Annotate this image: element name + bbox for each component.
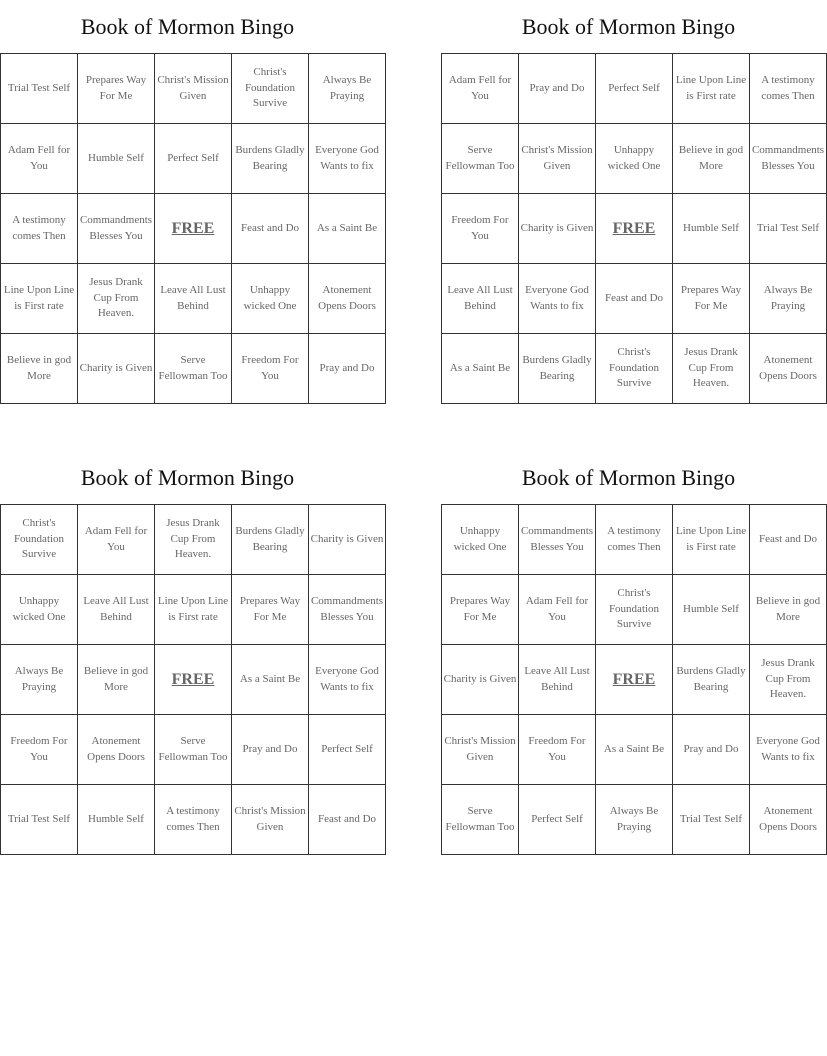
bingo-cell: Pray and Do xyxy=(519,54,596,124)
bingo-cell: Leave All Lust Behind xyxy=(519,645,596,715)
bingo-cell: Freedom For You xyxy=(519,715,596,785)
bingo-cell: Always Be Praying xyxy=(596,785,673,855)
bingo-cell: Leave All Lust Behind xyxy=(442,264,519,334)
bingo-grid xyxy=(0,504,386,855)
bingo-cell: Leave All Lust Behind xyxy=(78,575,155,645)
bingo-cell: Jesus Drank Cup From Heaven. xyxy=(155,505,232,575)
bingo-cell: Line Upon Line is First rate xyxy=(155,575,232,645)
bingo-cell: Prepares Way For Me xyxy=(78,54,155,124)
bingo-cell: Everyone God Wants to fix xyxy=(750,715,827,785)
free-space: FREE xyxy=(155,194,232,264)
bingo-cell: Perfect Self xyxy=(309,715,386,785)
bingo-row xyxy=(1,785,386,855)
bingo-cell: Christ's Mission Given xyxy=(519,124,596,194)
bingo-cell: Jesus Drank Cup From Heaven. xyxy=(673,334,750,404)
bingo-cell: Christ's Mission Given xyxy=(232,785,309,855)
bingo-cell: Prepares Way For Me xyxy=(442,575,519,645)
bingo-cell: Everyone God Wants to fix xyxy=(309,124,386,194)
bingo-cell: Trial Test Self xyxy=(1,54,78,124)
bingo-row xyxy=(442,194,827,264)
card-title: Book of Mormon Bingo xyxy=(521,465,736,490)
bingo-row xyxy=(1,194,386,264)
bingo-cell: Trial Test Self xyxy=(1,785,78,855)
bingo-cell: Feast and Do xyxy=(309,785,386,855)
bingo-cell: Always Be Praying xyxy=(750,264,827,334)
bingo-cell: Freedom For You xyxy=(1,715,78,785)
free-space: FREE xyxy=(596,645,673,715)
bingo-cell: Unhappy wicked One xyxy=(442,505,519,575)
bingo-cell: Always Be Praying xyxy=(1,645,78,715)
bingo-row xyxy=(1,54,386,124)
bingo-cell: A testimony comes Then xyxy=(750,54,827,124)
bingo-cell: Commandments Blesses You xyxy=(519,505,596,575)
bingo-cell: Adam Fell for You xyxy=(442,54,519,124)
bingo-cell: Charity is Given xyxy=(442,645,519,715)
bingo-cell: Trial Test Self xyxy=(750,194,827,264)
bingo-cell: Christ's Foundation Survive xyxy=(1,505,78,575)
bingo-cell: Feast and Do xyxy=(232,194,309,264)
bingo-cell: Adam Fell for You xyxy=(519,575,596,645)
free-space: FREE xyxy=(596,194,673,264)
bingo-card xyxy=(441,13,825,390)
bingo-cell: Serve Fellowman Too xyxy=(442,785,519,855)
bingo-cell: Freedom For You xyxy=(442,194,519,264)
bingo-cell: As a Saint Be xyxy=(596,715,673,785)
bingo-cell: Unhappy wicked One xyxy=(596,124,673,194)
card-title: Book of Mormon Bingo xyxy=(80,14,295,39)
card-title: Book of Mormon Bingo xyxy=(521,14,736,39)
bingo-cell: Humble Self xyxy=(673,575,750,645)
bingo-cell: Line Upon Line is First rate xyxy=(673,54,750,124)
bingo-cell: Line Upon Line is First rate xyxy=(673,505,750,575)
bingo-cell: Unhappy wicked One xyxy=(232,264,309,334)
card-title: Book of Mormon Bingo xyxy=(80,465,295,490)
bingo-grid xyxy=(441,504,827,855)
bingo-cell: Perfect Self xyxy=(155,124,232,194)
bingo-cell: Pray and Do xyxy=(673,715,750,785)
bingo-cell: Line Upon Line is First rate xyxy=(1,264,78,334)
bingo-cell: Believe in god More xyxy=(78,645,155,715)
bingo-cell: Atonement Opens Doors xyxy=(750,334,827,404)
bingo-cell: Serve Fellowman Too xyxy=(155,715,232,785)
bingo-cell: Prepares Way For Me xyxy=(232,575,309,645)
bingo-row xyxy=(1,575,386,645)
bingo-row xyxy=(442,715,827,785)
bingo-cell: Prepares Way For Me xyxy=(673,264,750,334)
bingo-cell: A testimony comes Then xyxy=(155,785,232,855)
bingo-cell: Atonement Opens Doors xyxy=(78,715,155,785)
bingo-cell: Burdens Gladly Bearing xyxy=(232,505,309,575)
bingo-row xyxy=(442,645,827,715)
bingo-cell: Burdens Gladly Bearing xyxy=(519,334,596,404)
bingo-cell: Atonement Opens Doors xyxy=(309,264,386,334)
bingo-cell: As a Saint Be xyxy=(232,645,309,715)
bingo-cell: Perfect Self xyxy=(596,54,673,124)
bingo-cell: Burdens Gladly Bearing xyxy=(673,645,750,715)
bingo-cell: Adam Fell for You xyxy=(1,124,78,194)
bingo-cell: Christ's Mission Given xyxy=(442,715,519,785)
bingo-row xyxy=(1,124,386,194)
bingo-card xyxy=(0,464,384,833)
bingo-cell: Humble Self xyxy=(78,785,155,855)
bingo-cell: Jesus Drank Cup From Heaven. xyxy=(78,264,155,334)
bingo-cell: As a Saint Be xyxy=(442,334,519,404)
bingo-cell: Pray and Do xyxy=(232,715,309,785)
bingo-cell: Trial Test Self xyxy=(673,785,750,855)
bingo-cell: Charity is Given xyxy=(309,505,386,575)
bingo-cell: Commandments Blesses You xyxy=(309,575,386,645)
bingo-row xyxy=(1,715,386,785)
bingo-grid xyxy=(441,53,827,404)
bingo-row xyxy=(1,264,386,334)
free-space: FREE xyxy=(155,645,232,715)
bingo-cell: Commandments Blesses You xyxy=(78,194,155,264)
bingo-cell: Serve Fellowman Too xyxy=(155,334,232,404)
bingo-cell: Believe in god More xyxy=(750,575,827,645)
bingo-cell: Christ's Foundation Survive xyxy=(596,334,673,404)
bingo-cell: Believe in god More xyxy=(673,124,750,194)
bingo-cell: Christ's Foundation Survive xyxy=(596,575,673,645)
bingo-cell: Pray and Do xyxy=(309,334,386,404)
bingo-row xyxy=(442,334,827,404)
bingo-cell: Charity is Given xyxy=(78,334,155,404)
bingo-row xyxy=(442,785,827,855)
bingo-cell: Perfect Self xyxy=(519,785,596,855)
bingo-cell: Humble Self xyxy=(78,124,155,194)
bingo-row xyxy=(1,334,386,404)
bingo-cell: Everyone God Wants to fix xyxy=(519,264,596,334)
bingo-row xyxy=(442,575,827,645)
bingo-cell: Freedom For You xyxy=(232,334,309,404)
bingo-cell: Atonement Opens Doors xyxy=(750,785,827,855)
bingo-cell: A testimony comes Then xyxy=(596,505,673,575)
bingo-row xyxy=(442,505,827,575)
bingo-cell: Always Be Praying xyxy=(309,54,386,124)
bingo-cell: Leave All Lust Behind xyxy=(155,264,232,334)
bingo-cell: Christ's Mission Given xyxy=(155,54,232,124)
bingo-row xyxy=(442,124,827,194)
bingo-cell: Humble Self xyxy=(673,194,750,264)
bingo-cell: Feast and Do xyxy=(596,264,673,334)
bingo-row xyxy=(442,54,827,124)
bingo-cell: Commandments Blesses You xyxy=(750,124,827,194)
bingo-card xyxy=(0,13,379,382)
bingo-cell: Believe in god More xyxy=(1,334,78,404)
bingo-row xyxy=(442,264,827,334)
bingo-row xyxy=(1,645,386,715)
bingo-cell: Feast and Do xyxy=(750,505,827,575)
bingo-cell: Everyone God Wants to fix xyxy=(309,645,386,715)
bingo-card xyxy=(441,464,821,833)
bingo-cell: Serve Fellowman Too xyxy=(442,124,519,194)
bingo-row xyxy=(1,505,386,575)
bingo-cell: Unhappy wicked One xyxy=(1,575,78,645)
bingo-cell: Burdens Gladly Bearing xyxy=(232,124,309,194)
bingo-cell: Charity is Given xyxy=(519,194,596,264)
bingo-cell: A testimony comes Then xyxy=(1,194,78,264)
bingo-grid xyxy=(0,53,386,404)
bingo-cell: Christ's Foundation Survive xyxy=(232,54,309,124)
bingo-cell: Adam Fell for You xyxy=(78,505,155,575)
bingo-cell: As a Saint Be xyxy=(309,194,386,264)
bingo-cell: Jesus Drank Cup From Heaven. xyxy=(750,645,827,715)
